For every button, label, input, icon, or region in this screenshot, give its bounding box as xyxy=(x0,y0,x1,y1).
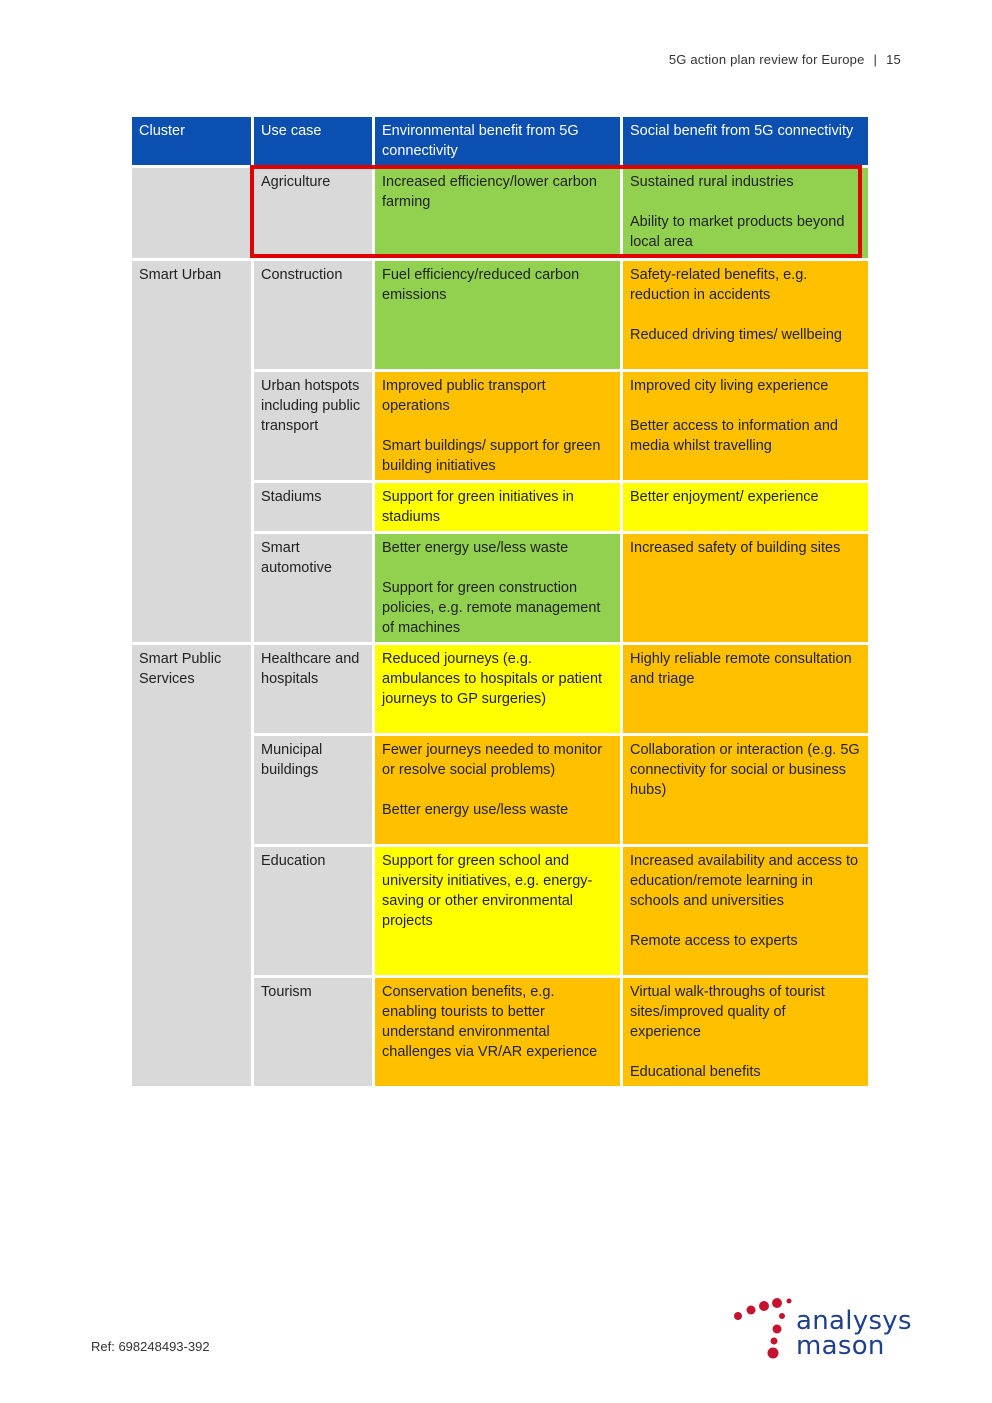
benefit-text: Increased availability and access to education/remote learning in schools and universities xyxy=(630,853,859,909)
use-case-cell: Municipal buildings xyxy=(254,736,372,844)
use-case-cell: Urban hotspots including public transport xyxy=(254,372,372,480)
environmental-benefit-cell xyxy=(375,847,620,975)
environmental-benefit-cell xyxy=(375,736,620,844)
logo-word-mason: mason xyxy=(796,1331,885,1361)
social-benefit-cell xyxy=(623,534,868,642)
analysys-mason-logo xyxy=(733,1298,913,1360)
use-case-cell: Stadiums xyxy=(254,483,372,531)
benefit-text: Highly reliable remote consultation and triage xyxy=(630,651,852,687)
column-header-use-case: Use case xyxy=(254,117,372,165)
column-header-social: Social benefit from 5G connectivity xyxy=(623,117,868,165)
benefit-text: Reduced driving times/ wellbeing xyxy=(630,327,842,343)
header-separator: | xyxy=(873,52,878,67)
environmental-benefit-cell xyxy=(375,534,620,642)
table-row xyxy=(132,645,868,733)
benefit-text: Improved public transport operations xyxy=(382,378,546,414)
social-benefit-cell xyxy=(623,168,868,258)
table-row xyxy=(132,261,868,369)
benefit-text: Reduced journeys (e.g. ambulances to hospitals or patient journeys to GP surgeries) xyxy=(382,651,603,707)
page-number: 15 xyxy=(886,52,901,67)
use-case-cell: Smart automotive xyxy=(254,534,372,642)
column-header-environmental: Environmental benefit from 5G connectivity xyxy=(375,117,620,165)
environmental-benefit-cell xyxy=(375,483,620,531)
benefit-text: Collaboration or interaction (e.g. 5G connectivity for social or business hubs) xyxy=(630,742,860,798)
benefit-text: Better energy use/less waste xyxy=(382,802,569,818)
column-header-cluster: Cluster xyxy=(132,117,251,165)
social-benefit-cell xyxy=(623,847,868,975)
benefits-table xyxy=(129,114,871,1089)
environmental-benefit-cell xyxy=(375,978,620,1086)
benefit-text: Support for green construction policies, e.g. remote management of machines xyxy=(382,580,601,636)
social-benefit-cell xyxy=(623,372,868,480)
table-header-row xyxy=(132,117,868,165)
environmental-benefit-cell xyxy=(375,168,620,258)
benefit-text: Support for green school and university initiatives, e.g. energy-saving or other environmental projects xyxy=(382,853,593,929)
cluster-cell xyxy=(132,168,251,258)
social-benefit-cell xyxy=(623,483,868,531)
environmental-benefit-cell xyxy=(375,261,620,369)
use-case-cell: Education xyxy=(254,847,372,975)
social-benefit-cell xyxy=(623,736,868,844)
logo-word-analysys: analysys xyxy=(796,1306,912,1336)
use-case-cell: Construction xyxy=(254,261,372,369)
benefit-text: Fewer journeys needed to monitor or resolve social problems) xyxy=(382,742,603,778)
document-title: 5G action plan review for Europe xyxy=(668,52,865,67)
benefit-text: Sustained rural industries xyxy=(630,174,794,190)
benefit-text: Ability to market products beyond local area xyxy=(630,214,845,250)
benefit-text: Increased efficiency/lower carbon farming xyxy=(382,174,597,210)
cluster-cell: Smart Urban xyxy=(132,261,251,642)
benefit-text: Virtual walk-throughs of tourist sites/improved quality of experience xyxy=(630,984,825,1040)
reference-number: Ref: 698248493-392 xyxy=(91,1339,210,1354)
benefit-text: Remote access to experts xyxy=(630,933,798,949)
page-header xyxy=(669,52,901,67)
logo-dots-icon xyxy=(733,1298,795,1360)
social-benefit-cell xyxy=(623,261,868,369)
benefit-text: Conservation benefits, e.g. enabling tourists to better understand environmental challenges via VR/AR experience xyxy=(382,984,598,1060)
environmental-benefit-cell xyxy=(375,645,620,733)
benefit-text: Better access to information and media whilst travelling xyxy=(630,418,838,454)
benefit-text: Improved city living experience xyxy=(630,378,829,394)
use-case-cell: Agriculture xyxy=(254,168,372,258)
benefit-text: Better energy use/less waste xyxy=(382,540,569,556)
benefit-text: Better enjoyment/ experience xyxy=(630,489,819,505)
environmental-benefit-cell xyxy=(375,372,620,480)
use-case-cell: Healthcare and hospitals xyxy=(254,645,372,733)
social-benefit-cell xyxy=(623,645,868,733)
benefit-text: Safety-related benefits, e.g. reduction in accidents xyxy=(630,267,808,303)
use-case-cell: Tourism xyxy=(254,978,372,1086)
social-benefit-cell xyxy=(623,978,868,1086)
benefit-text: Increased safety of building sites xyxy=(630,540,841,556)
cluster-cell: Smart Public Services xyxy=(132,645,251,1086)
benefit-text: Support for green initiatives in stadiums xyxy=(382,489,574,525)
table-row xyxy=(132,168,868,258)
benefit-text: Educational benefits xyxy=(630,1064,761,1080)
benefit-text: Smart buildings/ support for green building initiatives xyxy=(382,438,601,474)
benefit-text: Fuel efficiency/reduced carbon emissions xyxy=(382,267,580,303)
